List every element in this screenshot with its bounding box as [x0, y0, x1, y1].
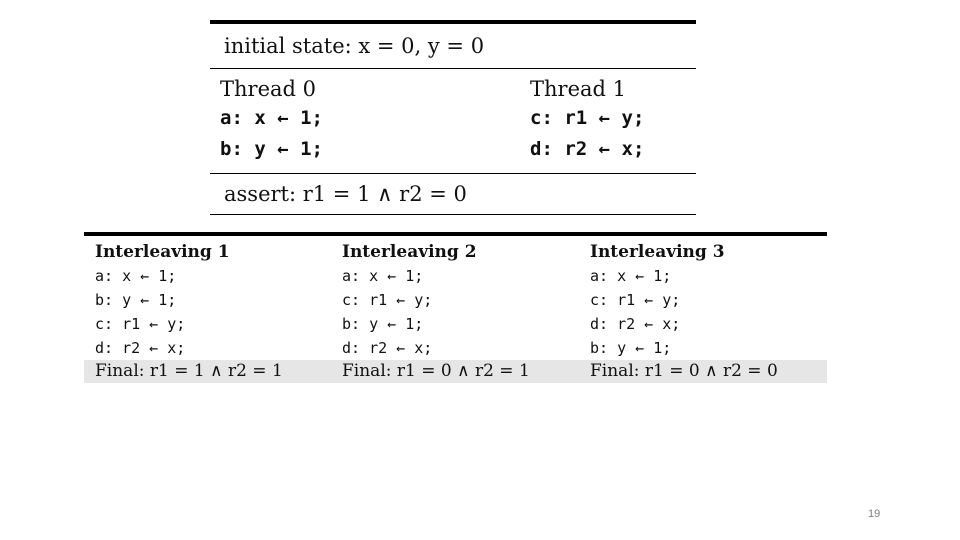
interleaving-3-final: Final: r1 = 0 ∧ r2 = 0 — [590, 361, 778, 381]
interleaving-1-step: a: x ← 1; — [95, 267, 177, 285]
interleaving-1-step: d: r2 ← x; — [95, 339, 186, 357]
thread-1-title: Thread 1 — [530, 77, 626, 101]
interleaving-2-step: b: y ← 1; — [342, 315, 424, 333]
page-number: 19 — [868, 508, 881, 520]
interleaving-3-step: c: r1 ← y; — [590, 291, 681, 309]
interleaving-2-column — [331, 236, 579, 360]
interleaving-1-step: c: r1 ← y; — [95, 315, 186, 333]
interleavings-columns — [84, 236, 827, 360]
interleaving-1-final: Final: r1 = 1 ∧ r2 = 1 — [95, 361, 283, 381]
threads-table — [210, 20, 696, 215]
assert-statement: assert: r1 = 1 ∧ r2 = 0 — [224, 182, 467, 206]
interleaving-3-title: Interleaving 3 — [590, 242, 725, 262]
interleaving-3-step: d: r2 ← x; — [590, 315, 681, 333]
thread-0-column — [220, 69, 530, 173]
interleavings-table — [84, 232, 827, 383]
interleaving-1-column — [84, 236, 331, 360]
initial-state: initial state: x = 0, y = 0 — [224, 34, 485, 58]
interleaving-3-step: a: x ← 1; — [590, 267, 672, 285]
threads-row — [210, 69, 696, 173]
interleaving-1-step: b: y ← 1; — [95, 291, 177, 309]
interleaving-3-column — [579, 236, 827, 360]
thread-0-line-b: b: y ← 1; — [220, 138, 323, 160]
thread-1-line-d: d: r2 ← x; — [530, 138, 645, 160]
thread-0-line-a: a: x ← 1; — [220, 107, 323, 129]
thread-1-line-c: c: r1 ← y; — [530, 107, 645, 129]
final-results-row — [84, 360, 827, 383]
interleaving-1-title: Interleaving 1 — [95, 242, 230, 262]
thread-1-column — [530, 69, 696, 173]
interleaving-2-step: d: r2 ← x; — [342, 339, 433, 357]
interleaving-2-step: c: r1 ← y; — [342, 291, 433, 309]
bottom-rule — [210, 214, 696, 215]
interleaving-3-step: b: y ← 1; — [590, 339, 672, 357]
thread-0-title: Thread 0 — [220, 77, 316, 101]
interleaving-2-title: Interleaving 2 — [342, 242, 477, 262]
interleaving-2-final: Final: r1 = 0 ∧ r2 = 1 — [342, 361, 530, 381]
interleaving-2-step: a: x ← 1; — [342, 267, 424, 285]
